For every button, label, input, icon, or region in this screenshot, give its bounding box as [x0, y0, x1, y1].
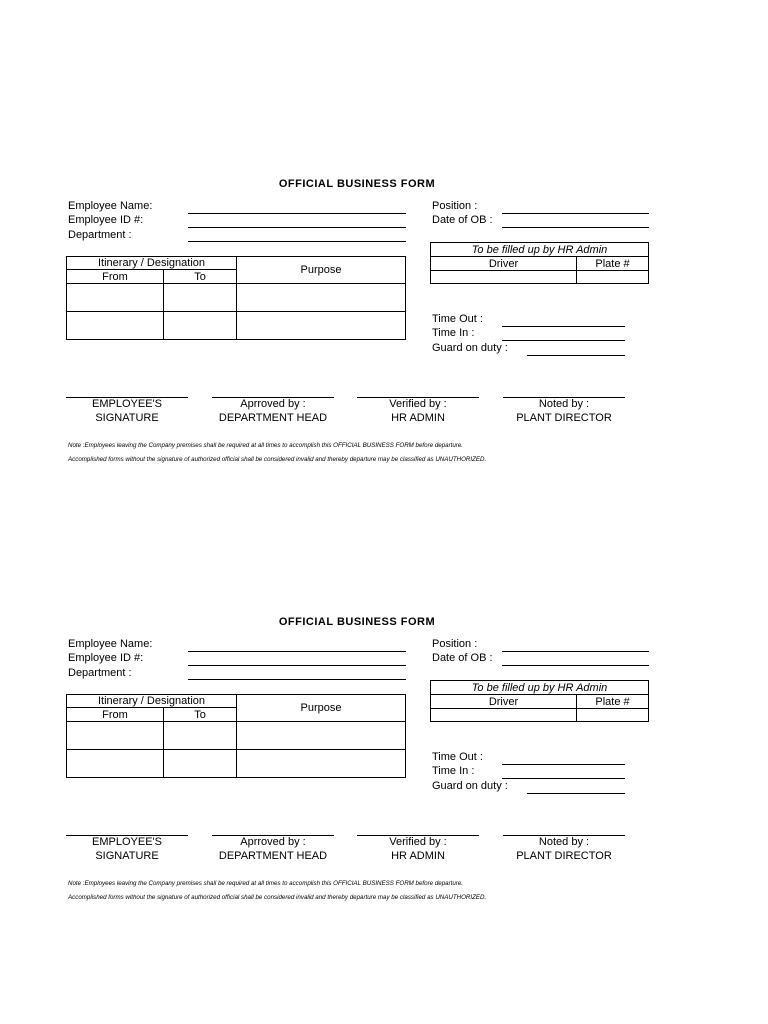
to-header: To: [164, 270, 237, 284]
hr-admin-header: To be filled up by HR Admin: [431, 243, 649, 257]
itinerary-header: Itinerary / Designation: [67, 695, 237, 708]
department-label: Department :: [68, 229, 132, 241]
approved-by-text: Aprroved by :: [240, 836, 306, 848]
itinerary-header: Itinerary / Designation: [67, 257, 237, 270]
department-field[interactable]: [188, 679, 406, 680]
plant-director-text: PLANT DIRECTOR: [516, 850, 612, 862]
hr-admin-label: [356, 835, 480, 863]
note-text-2: Accomplished forms without the signature of authorized official shall be considered invalid and thereby departure may be classified as UNAUTHORIZED.: [68, 456, 487, 463]
from-header: From: [67, 270, 164, 284]
employee-signature-line1: EMPLOYEE'S: [92, 398, 162, 410]
hr-admin-table: [430, 680, 649, 722]
time-in-field[interactable]: [502, 778, 625, 779]
itinerary-table: [66, 694, 406, 778]
employee-id-label: Employee ID #:: [68, 652, 144, 664]
date-of-ob-label: Date of OB :: [432, 214, 493, 226]
department-head-text: DEPARTMENT HEAD: [218, 412, 328, 424]
note-text-1: Note :Employees leaving the Company premises shall be required at all times to accomplish this OFFICIAL BUSINESS FORM before departure.: [68, 880, 464, 887]
hr-admin-text: HR ADMIN: [391, 412, 445, 424]
to-cell[interactable]: [164, 312, 237, 340]
purpose-cell[interactable]: [237, 750, 406, 778]
itinerary-table: [66, 256, 406, 340]
from-cell[interactable]: [67, 722, 164, 750]
form-title: OFFICIAL BUSINESS FORM: [278, 616, 436, 628]
plate-cell[interactable]: [577, 271, 649, 284]
driver-header: Driver: [431, 257, 577, 271]
date-of-ob-label: Date of OB :: [432, 652, 493, 664]
to-header: To: [164, 708, 237, 722]
employee-signature-line2: SIGNATURE: [95, 850, 159, 862]
to-cell[interactable]: [164, 722, 237, 750]
to-cell[interactable]: [164, 750, 237, 778]
department-label: Department :: [68, 667, 132, 679]
purpose-cell[interactable]: [237, 284, 406, 312]
time-out-label: Time Out :: [432, 751, 483, 763]
form-title: OFFICIAL BUSINESS FORM: [278, 178, 436, 190]
official-business-form-2: [0, 616, 768, 936]
plate-header: Plate #: [577, 257, 649, 271]
department-head-label: [211, 397, 335, 425]
time-in-label: Time In :: [432, 765, 475, 777]
hr-admin-label: [356, 397, 480, 425]
employee-signature-line2: SIGNATURE: [95, 412, 159, 424]
employee-name-field[interactable]: [188, 213, 406, 214]
department-head-label: [211, 835, 335, 863]
from-cell[interactable]: [67, 750, 164, 778]
plant-director-text: PLANT DIRECTOR: [516, 412, 612, 424]
guard-on-duty-field[interactable]: [527, 355, 625, 356]
employee-signature-label: [65, 397, 189, 425]
position-label: Position :: [432, 200, 478, 212]
from-cell[interactable]: [67, 312, 164, 340]
position-field[interactable]: [502, 213, 649, 214]
guard-on-duty-field[interactable]: [527, 793, 625, 794]
plate-header: Plate #: [577, 695, 649, 709]
plate-cell[interactable]: [577, 709, 649, 722]
time-out-field[interactable]: [502, 764, 625, 765]
guard-on-duty-label: Guard on duty :: [432, 780, 508, 792]
position-label: Position :: [432, 638, 478, 650]
noted-by-text: Noted by :: [538, 836, 590, 848]
driver-cell[interactable]: [431, 271, 577, 284]
purpose-header: Purpose: [237, 695, 406, 722]
purpose-cell[interactable]: [237, 312, 406, 340]
time-in-field[interactable]: [502, 340, 625, 341]
employee-id-label: Employee ID #:: [68, 214, 144, 226]
date-of-ob-field[interactable]: [502, 665, 649, 666]
department-field[interactable]: [188, 241, 406, 242]
driver-header: Driver: [431, 695, 577, 709]
time-out-field[interactable]: [502, 326, 625, 327]
employee-id-field[interactable]: [188, 227, 406, 228]
employee-signature-line1: EMPLOYEE'S: [92, 836, 162, 848]
approved-by-text: Aprroved by :: [240, 398, 306, 410]
note-text-1: Note :Employees leaving the Company premises shall be required at all times to accomplish this OFFICIAL BUSINESS FORM before departure.: [68, 442, 464, 449]
from-cell[interactable]: [67, 284, 164, 312]
employee-name-label: Employee Name:: [68, 200, 153, 212]
position-field[interactable]: [502, 651, 649, 652]
note-text-2: Accomplished forms without the signature of authorized official shall be considered invalid and thereby departure may be classified as UNAUTHORIZED.: [68, 894, 487, 901]
to-cell[interactable]: [164, 284, 237, 312]
time-out-label: Time Out :: [432, 313, 483, 325]
plant-director-label: [502, 397, 626, 425]
hr-admin-text: HR ADMIN: [391, 850, 445, 862]
employee-id-field[interactable]: [188, 665, 406, 666]
hr-admin-header: To be filled up by HR Admin: [431, 681, 649, 695]
official-business-form-1: [0, 178, 768, 498]
noted-by-text: Noted by :: [538, 398, 590, 410]
plant-director-label: [502, 835, 626, 863]
driver-cell[interactable]: [431, 709, 577, 722]
employee-name-label: Employee Name:: [68, 638, 153, 650]
date-of-ob-field[interactable]: [502, 227, 649, 228]
from-header: From: [67, 708, 164, 722]
employee-name-field[interactable]: [188, 651, 406, 652]
purpose-cell[interactable]: [237, 722, 406, 750]
hr-admin-table: [430, 242, 649, 284]
verified-by-text: Verified by :: [389, 398, 447, 410]
employee-signature-label: [65, 835, 189, 863]
time-in-label: Time In :: [432, 327, 475, 339]
verified-by-text: Verified by :: [389, 836, 447, 848]
department-head-text: DEPARTMENT HEAD: [218, 850, 328, 862]
purpose-header: Purpose: [237, 257, 406, 284]
guard-on-duty-label: Guard on duty :: [432, 342, 508, 354]
